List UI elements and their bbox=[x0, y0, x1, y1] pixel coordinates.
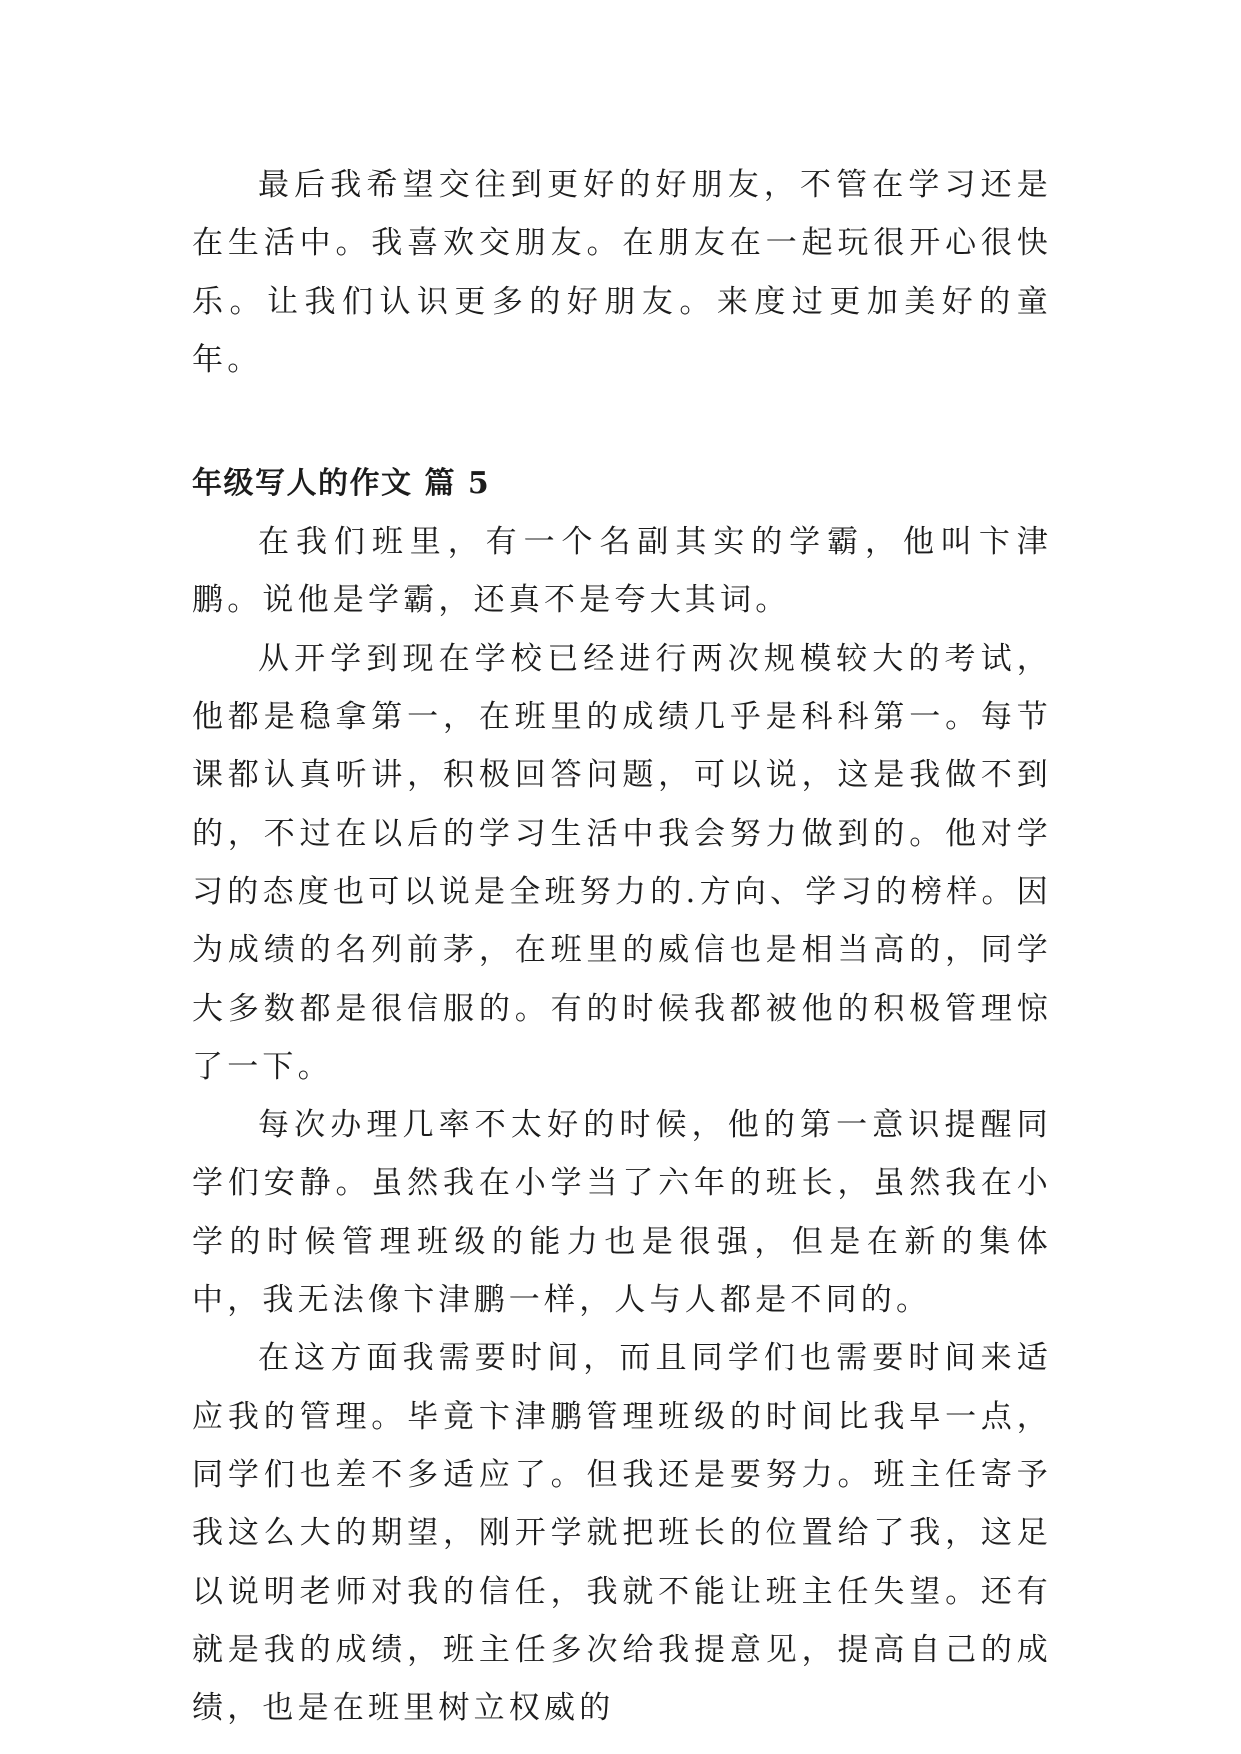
document-page bbox=[192, 156, 1052, 1737]
body-paragraph-3: 每次办理几率不太好的时候，他的第一意识提醒同学们安静。虽然我在小学当了六年的班长，虽然我在小学的时候管理班级的能力也是很强，但是在新的集体中，我无法像卞津鹏一样，人与人都是不同的。 bbox=[192, 1107, 1052, 1319]
intro-paragraph: 最后我希望交往到更好的好朋友，不管在学习还是在生活中。我喜欢交朋友。在朋友在一起玩很开心很快乐。让我们认识更多的好朋友。来度过更加美好的童年。 bbox=[192, 167, 1052, 378]
body-paragraph-4: 在这方面我需要时间，而且同学们也需要时间来适应我的管理。毕竟卞津鹏管理班级的时间比我早一点，同学们也差不多适应了。但我还是要努力。班主任寄予我这么大的期望，刚开学就把班长的位置给了我，这足以说明老师对我的信任，我就不能让班主任失望。还有就是我的成绩，班主任多次给我提意见，提高自己的成绩，也是在班里树立权威的 bbox=[192, 1340, 1052, 1727]
body-paragraph-1: 在我们班里，有一个名副其实的学霸，他叫卞津鹏。说他是学霸，还真不是夸大其词。 bbox=[192, 524, 1052, 619]
body-paragraph-2: 从开学到现在学校已经进行两次规模较大的考试，他都是稳拿第一，在班里的成绩几乎是科科第一。每节课都认真听讲，积极回答问题，可以说，这是我做不到的，不过在以后的学习生活中我会努力做到的。他对学习的态度也可以说是全班努力的.方向、学习的榜样。因为成绩的名列前茅，在班里的威信也是相当高的，同学大多数都是很信服的。有的时候我都被他的积极管理惊了一下。 bbox=[192, 640, 1052, 1085]
section-heading: 年级写人的作文 篇 5 bbox=[192, 466, 491, 502]
